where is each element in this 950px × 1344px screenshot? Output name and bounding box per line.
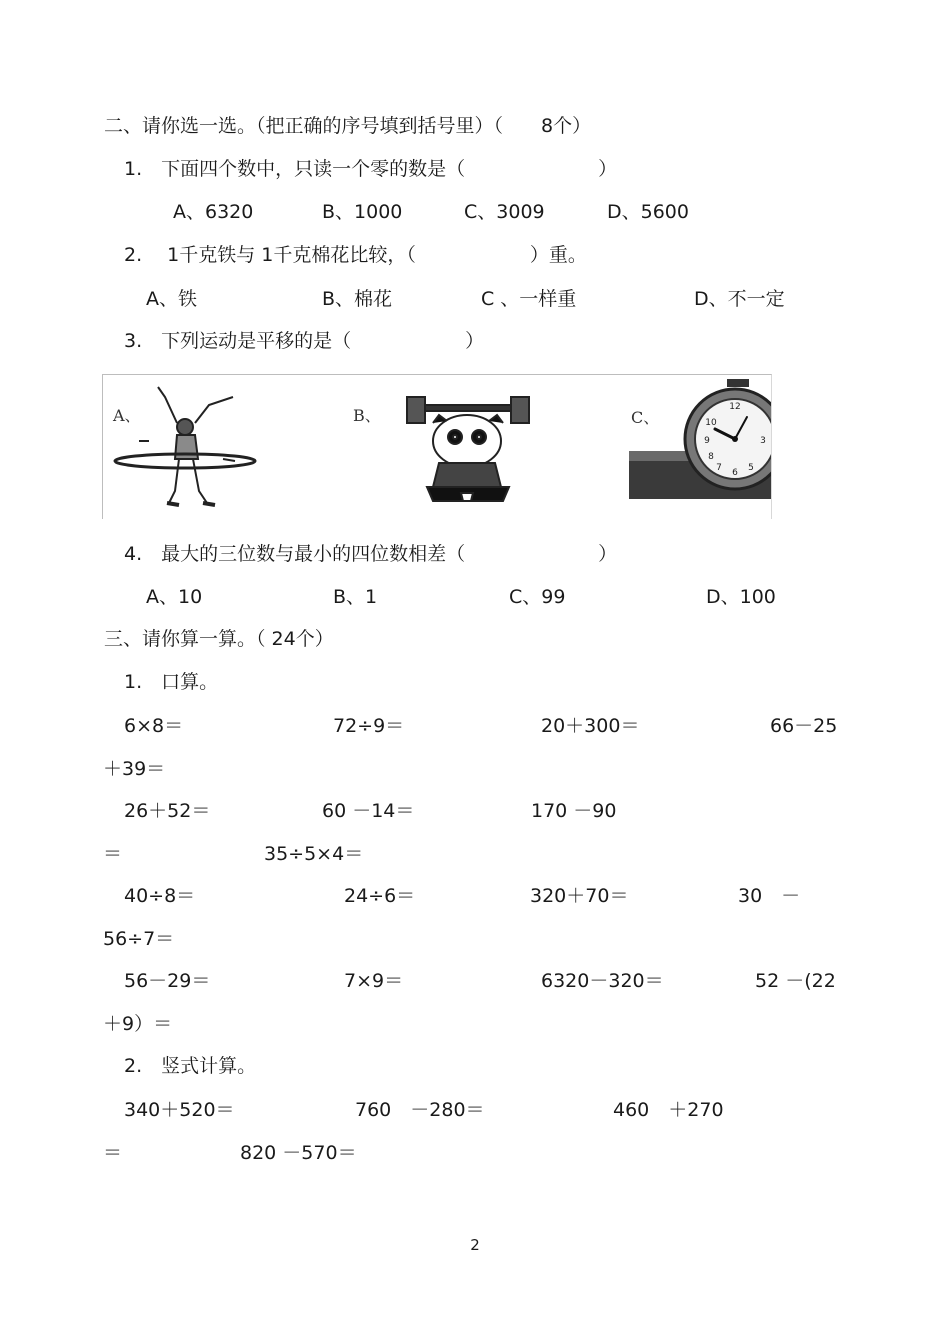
svg-text:5: 5 bbox=[748, 463, 754, 473]
oral-problem: 170 －90 bbox=[531, 800, 617, 822]
oral-problem: 6×8＝ bbox=[124, 715, 184, 737]
svg-text:9: 9 bbox=[704, 436, 710, 446]
q4-option-d: D、100 bbox=[706, 586, 776, 608]
oral-problem-continued: ＋39＝ bbox=[103, 758, 166, 780]
oral-problem: 30 － bbox=[738, 885, 801, 907]
oral-problem: 26＋52＝ bbox=[124, 800, 211, 822]
q4-stem: 4. 最大的三位数与最小的四位数相差（ ） bbox=[124, 543, 618, 565]
oral-problem: 66－25 bbox=[770, 715, 838, 737]
q2-option-a: A、铁 bbox=[146, 288, 197, 310]
oral-problem: 20＋300＝ bbox=[541, 715, 640, 737]
oral-calc-heading: 1. 口算。 bbox=[124, 671, 219, 693]
q3-label-c: C、 bbox=[631, 408, 660, 427]
q3-picture-a bbox=[103, 375, 303, 519]
q1-option-d: D、5600 bbox=[607, 201, 689, 223]
vertical-problem: 820 －570＝ bbox=[240, 1142, 357, 1164]
q2-stem: 2. 1千克铁与 1千克棉花比较，（ ）重。 bbox=[124, 244, 587, 266]
vertical-problem: 760 －280＝ bbox=[355, 1099, 485, 1121]
section2-title: 二、请你选一选。（把正确的序号填到括号里）（ 8个） bbox=[104, 115, 592, 137]
q3-label-b: B、 bbox=[353, 406, 381, 425]
hula-hoop-girl-icon bbox=[103, 375, 303, 519]
q3-picture-c bbox=[623, 375, 771, 519]
oral-problem: 56－29＝ bbox=[124, 970, 211, 992]
svg-text:6: 6 bbox=[732, 468, 738, 478]
vertical-problem: 460 ＋270 bbox=[613, 1099, 724, 1121]
svg-text:8: 8 bbox=[708, 452, 714, 462]
q4-option-b: B、1 bbox=[333, 586, 378, 608]
oral-problem: 24÷6＝ bbox=[344, 885, 416, 907]
oral-problem: 35÷5×4＝ bbox=[264, 843, 364, 865]
vertical-problem-continued: ＝ bbox=[103, 1142, 123, 1164]
q3-picture-strip bbox=[102, 374, 772, 519]
svg-text:3: 3 bbox=[760, 436, 766, 446]
q2-option-b: B、棉花 bbox=[322, 288, 393, 310]
oral-problem: 320＋70＝ bbox=[530, 885, 629, 907]
oral-problem-continued: 56÷7＝ bbox=[103, 928, 175, 950]
vertical-problem: 340＋520＝ bbox=[124, 1099, 235, 1121]
oral-problem: 52 －(22 bbox=[755, 970, 836, 992]
q1-option-b: B、1000 bbox=[322, 201, 403, 223]
q2-option-d: D、不一定 bbox=[694, 288, 785, 310]
q3-label-a: A、 bbox=[113, 406, 141, 425]
svg-text:10: 10 bbox=[705, 418, 717, 428]
q2-option-c: C 、一样重 bbox=[481, 288, 577, 310]
q4-option-c: C、99 bbox=[509, 586, 566, 608]
oral-problem: 72÷9＝ bbox=[333, 715, 405, 737]
oral-problem-continued: ＋9）＝ bbox=[103, 1013, 173, 1035]
weightlifting-panda-icon bbox=[343, 375, 543, 519]
oral-problem: 7×9＝ bbox=[344, 970, 404, 992]
q3-picture-b bbox=[343, 375, 543, 519]
page-number: 2 bbox=[470, 1236, 480, 1254]
q1-option-a: A、6320 bbox=[173, 201, 254, 223]
vertical-calc-heading: 2. 竖式计算。 bbox=[124, 1055, 257, 1077]
svg-text:12: 12 bbox=[729, 402, 741, 412]
alarm-clock-icon bbox=[623, 375, 771, 519]
oral-problem: 60 －14＝ bbox=[322, 800, 415, 822]
q1-option-c: C、3009 bbox=[464, 201, 545, 223]
q3-stem: 3. 下列运动是平移的是（ ） bbox=[124, 330, 485, 352]
section3-title: 三、请你算一算。（ 24个） bbox=[104, 628, 334, 650]
q4-option-a: A、10 bbox=[146, 586, 203, 608]
svg-text:7: 7 bbox=[716, 463, 722, 473]
oral-problem-continued: ＝ bbox=[103, 843, 123, 865]
q1-stem: 1. 下面四个数中，只读一个零的数是（ ） bbox=[124, 158, 618, 180]
oral-problem: 6320－320＝ bbox=[541, 970, 664, 992]
oral-problem: 40÷8＝ bbox=[124, 885, 196, 907]
